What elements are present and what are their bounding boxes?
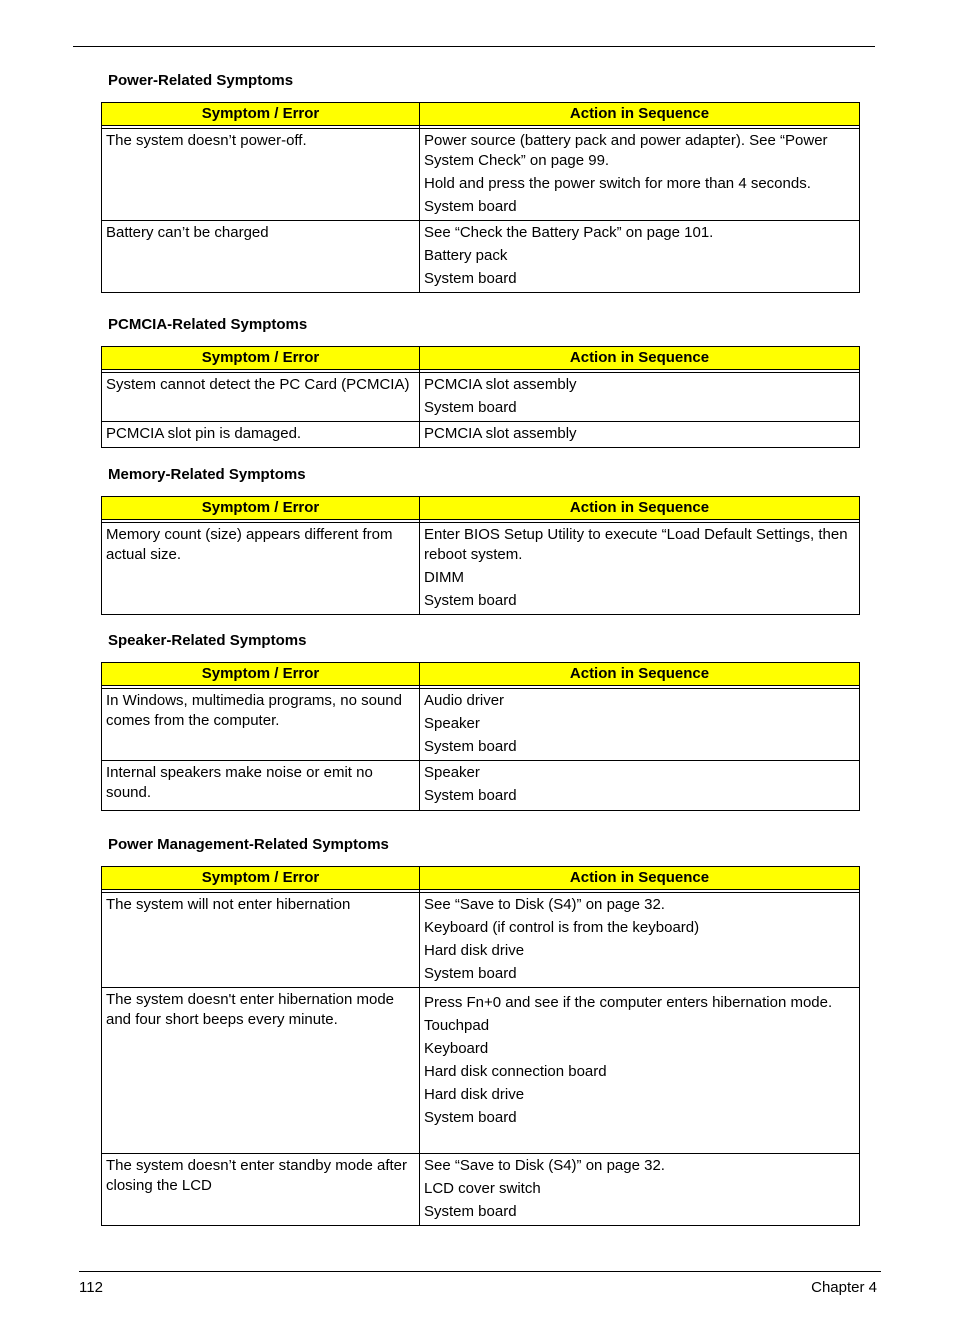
symptom-table (101, 662, 860, 811)
symptom-header: Symptom / Error (102, 103, 420, 126)
symptom-cell: Memory count (size) appears different from actual size. (102, 523, 420, 615)
symptom-cell: Internal speakers make noise or emit no sound. (102, 761, 420, 811)
action-step: System board (424, 787, 517, 804)
section-title: Memory-Related Symptoms (108, 466, 306, 483)
table-row (102, 689, 860, 761)
action-step: Hard disk drive (424, 942, 525, 959)
section-title: Power-Related Symptoms (108, 72, 294, 89)
action-header: Action in Sequence (420, 103, 860, 126)
action-step: System board (424, 592, 517, 609)
action-step: LCD cover switch (424, 1180, 541, 1197)
header-rule (73, 46, 875, 47)
table-header-row (102, 347, 860, 370)
table-row (102, 893, 860, 988)
symptom-cell: System cannot detect the PC Card (PCMCIA) (102, 373, 420, 422)
action-header: Action in Sequence (420, 347, 860, 370)
action-step: PCMCIA slot assembly (424, 376, 577, 393)
symptom-header: Symptom / Error (102, 867, 420, 890)
symptom-cell: In Windows, multimedia programs, no sound comes from the computer. (102, 689, 420, 761)
action-cell (420, 761, 860, 811)
table-row (102, 422, 860, 448)
action-step: See “Save to Disk (S4)” on page 32. (424, 896, 665, 913)
action-step: Hard disk connection board (424, 1063, 607, 1080)
table-row (102, 761, 860, 811)
action-step: System board (424, 399, 517, 416)
action-cell (420, 523, 860, 615)
action-header: Action in Sequence (420, 663, 860, 686)
table-row (102, 1154, 860, 1226)
table-row (102, 129, 860, 221)
table-header-row (102, 497, 860, 520)
symptom-cell: The system doesn’t enter standby mode after closing the LCD (102, 1154, 420, 1226)
page-number: 112 (79, 1279, 103, 1296)
action-header: Action in Sequence (420, 497, 860, 520)
section-speaker (101, 632, 859, 811)
action-step: Keyboard (if control is from the keyboard) (424, 919, 700, 936)
action-step: Speaker (424, 764, 480, 781)
section-title: Power Management-Related Symptoms (108, 836, 389, 853)
action-step: System board (424, 1203, 517, 1220)
symptom-header: Symptom / Error (102, 497, 420, 520)
table-row (102, 523, 860, 615)
table-header-row (102, 663, 860, 686)
action-step: See “Check the Battery Pack” on page 101. (424, 224, 714, 241)
action-step: DIMM (424, 569, 464, 586)
action-cell (420, 689, 860, 761)
action-step: Enter BIOS Setup Utility to execute “Load Default Settings, then reboot system. (424, 526, 848, 563)
section-pcmcia (101, 316, 859, 448)
action-step: System board (424, 1109, 517, 1126)
table-row (102, 988, 860, 1154)
action-step: Audio driver (424, 692, 505, 709)
table-header-row (102, 867, 860, 890)
chapter-label: Chapter 4 (811, 1279, 877, 1296)
symptom-table (101, 102, 860, 293)
action-step: PCMCIA slot assembly (424, 425, 577, 442)
action-cell (420, 129, 860, 221)
symptom-header: Symptom / Error (102, 347, 420, 370)
action-step: Press Fn+0 and see if the computer enters hibernation mode. (424, 994, 833, 1011)
section-memory (101, 466, 859, 615)
symptom-table (101, 496, 860, 615)
action-cell (420, 988, 860, 1154)
section-title: PCMCIA-Related Symptoms (108, 316, 308, 333)
action-step: System board (424, 270, 517, 287)
section-power (101, 72, 859, 293)
action-step: Touchpad (424, 1017, 490, 1034)
symptom-cell: The system doesn't enter hibernation mode and four short beeps every minute. (102, 988, 420, 1154)
table-header-row (102, 103, 860, 126)
symptom-table (101, 866, 860, 1226)
action-cell (420, 221, 860, 293)
table-row (102, 221, 860, 293)
section-title: Speaker-Related Symptoms (108, 632, 307, 649)
footer-rule (79, 1271, 881, 1272)
symptom-table (101, 346, 860, 448)
action-step: See “Save to Disk (S4)” on page 32. (424, 1157, 665, 1174)
action-cell (420, 422, 860, 448)
symptom-header: Symptom / Error (102, 663, 420, 686)
symptom-cell: PCMCIA slot pin is damaged. (102, 422, 420, 448)
action-step: Battery pack (424, 247, 508, 264)
action-step: System board (424, 965, 517, 982)
action-step: System board (424, 738, 517, 755)
action-cell (420, 373, 860, 422)
action-step: System board (424, 198, 517, 215)
symptom-cell: The system doesn’t power-off. (102, 129, 420, 221)
action-step: Power source (battery pack and power adapter). See “Power System Check” on page 99. (424, 132, 828, 169)
symptom-cell: The system will not enter hibernation (102, 893, 420, 988)
action-step: Hold and press the power switch for more than 4 seconds. (424, 175, 811, 192)
action-step: Hard disk drive (424, 1086, 525, 1103)
action-step: Keyboard (424, 1040, 489, 1057)
action-step: Speaker (424, 715, 480, 732)
action-header: Action in Sequence (420, 867, 860, 890)
section-power-management (101, 836, 859, 1226)
symptom-cell: Battery can’t be charged (102, 221, 420, 293)
table-row (102, 373, 860, 422)
action-cell (420, 893, 860, 988)
action-cell (420, 1154, 860, 1226)
